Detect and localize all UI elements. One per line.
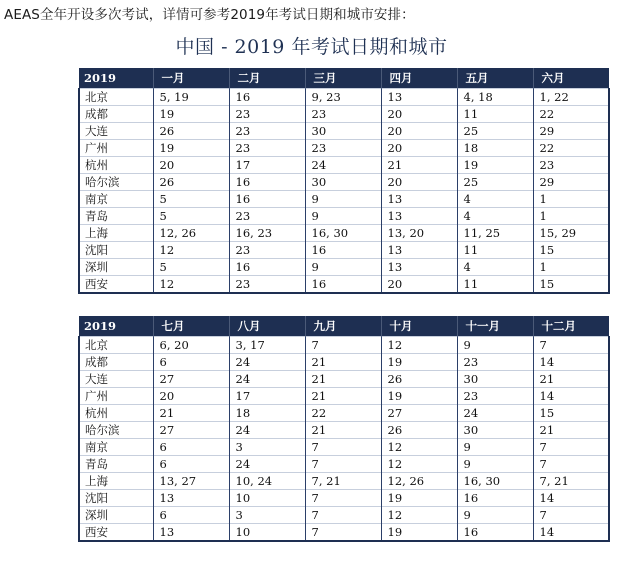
month-header: 二月 bbox=[229, 68, 305, 89]
city-cell: 北京 bbox=[79, 89, 153, 106]
date-cell: 1 bbox=[533, 191, 609, 208]
date-cell: 23 bbox=[229, 208, 305, 225]
date-cell: 20 bbox=[381, 276, 457, 294]
city-cell: 上海 bbox=[79, 473, 153, 490]
date-cell: 25 bbox=[457, 174, 533, 191]
city-cell: 杭州 bbox=[79, 405, 153, 422]
date-cell: 15, 29 bbox=[533, 225, 609, 242]
date-cell: 21 bbox=[533, 371, 609, 388]
schedule-table-jan-jun bbox=[78, 68, 610, 294]
month-header: 七月 bbox=[153, 316, 229, 337]
city-cell: 广州 bbox=[79, 388, 153, 405]
city-cell: 哈尔滨 bbox=[79, 422, 153, 439]
date-cell: 12 bbox=[381, 439, 457, 456]
date-cell: 22 bbox=[533, 106, 609, 123]
table-row bbox=[79, 106, 609, 123]
date-cell: 18 bbox=[457, 140, 533, 157]
table-row bbox=[79, 490, 609, 507]
date-cell: 10 bbox=[229, 524, 305, 542]
date-cell: 19 bbox=[153, 140, 229, 157]
date-cell: 24 bbox=[229, 371, 305, 388]
date-cell: 15 bbox=[533, 276, 609, 294]
date-cell: 1 bbox=[533, 208, 609, 225]
date-cell: 24 bbox=[457, 405, 533, 422]
date-cell: 7 bbox=[533, 507, 609, 524]
date-cell: 10 bbox=[229, 490, 305, 507]
date-cell: 7 bbox=[305, 490, 381, 507]
date-cell: 6, 20 bbox=[153, 337, 229, 354]
date-cell: 21 bbox=[533, 422, 609, 439]
date-cell: 12 bbox=[381, 507, 457, 524]
year-header: 2019 bbox=[79, 68, 153, 89]
date-cell: 7 bbox=[305, 337, 381, 354]
table-row bbox=[79, 388, 609, 405]
date-cell: 17 bbox=[229, 157, 305, 174]
month-header: 八月 bbox=[229, 316, 305, 337]
date-cell: 23 bbox=[457, 388, 533, 405]
date-cell: 14 bbox=[533, 388, 609, 405]
city-cell: 沈阳 bbox=[79, 490, 153, 507]
year-header: 2019 bbox=[79, 316, 153, 337]
date-cell: 5 bbox=[153, 191, 229, 208]
table-row bbox=[79, 157, 609, 174]
date-cell: 14 bbox=[533, 524, 609, 542]
date-cell: 26 bbox=[381, 422, 457, 439]
date-cell: 7 bbox=[305, 524, 381, 542]
table-row bbox=[79, 422, 609, 439]
date-cell: 7 bbox=[533, 439, 609, 456]
table-row bbox=[79, 259, 609, 276]
table-row bbox=[79, 507, 609, 524]
date-cell: 7, 21 bbox=[305, 473, 381, 490]
date-cell: 9 bbox=[457, 439, 533, 456]
date-cell: 24 bbox=[229, 422, 305, 439]
table-row bbox=[79, 456, 609, 473]
date-cell: 6 bbox=[153, 439, 229, 456]
date-cell: 29 bbox=[533, 123, 609, 140]
date-cell: 12, 26 bbox=[381, 473, 457, 490]
date-cell: 18 bbox=[229, 405, 305, 422]
date-cell: 27 bbox=[153, 371, 229, 388]
date-cell: 21 bbox=[305, 422, 381, 439]
date-cell: 27 bbox=[153, 422, 229, 439]
month-header: 一月 bbox=[153, 68, 229, 89]
date-cell: 3 bbox=[229, 439, 305, 456]
date-cell: 30 bbox=[457, 371, 533, 388]
date-cell: 26 bbox=[153, 174, 229, 191]
date-cell: 16 bbox=[229, 89, 305, 106]
date-cell: 17 bbox=[229, 388, 305, 405]
date-cell: 21 bbox=[153, 405, 229, 422]
date-cell: 13 bbox=[381, 242, 457, 259]
date-cell: 23 bbox=[229, 276, 305, 294]
date-cell: 16 bbox=[305, 242, 381, 259]
date-cell: 7 bbox=[305, 439, 381, 456]
city-cell: 北京 bbox=[79, 337, 153, 354]
date-cell: 16 bbox=[457, 490, 533, 507]
date-cell: 20 bbox=[381, 106, 457, 123]
date-cell: 5 bbox=[153, 259, 229, 276]
date-cell: 7, 21 bbox=[533, 473, 609, 490]
date-cell: 3 bbox=[229, 507, 305, 524]
date-cell: 23 bbox=[229, 123, 305, 140]
month-header: 九月 bbox=[305, 316, 381, 337]
date-cell: 1, 22 bbox=[533, 89, 609, 106]
city-cell: 南京 bbox=[79, 191, 153, 208]
date-cell: 30 bbox=[305, 174, 381, 191]
date-cell: 16, 30 bbox=[305, 225, 381, 242]
date-cell: 20 bbox=[381, 140, 457, 157]
date-cell: 4, 18 bbox=[457, 89, 533, 106]
city-cell: 青岛 bbox=[79, 456, 153, 473]
city-cell: 杭州 bbox=[79, 157, 153, 174]
date-cell: 10, 24 bbox=[229, 473, 305, 490]
date-cell: 23 bbox=[229, 242, 305, 259]
city-cell: 青岛 bbox=[79, 208, 153, 225]
date-cell: 25 bbox=[457, 123, 533, 140]
date-cell: 11 bbox=[457, 242, 533, 259]
date-cell: 23 bbox=[305, 106, 381, 123]
date-cell: 12 bbox=[381, 337, 457, 354]
city-cell: 深圳 bbox=[79, 259, 153, 276]
table-row bbox=[79, 140, 609, 157]
city-cell: 大连 bbox=[79, 371, 153, 388]
schedule-table-jul-dec bbox=[78, 316, 610, 542]
date-cell: 6 bbox=[153, 456, 229, 473]
table-row bbox=[79, 242, 609, 259]
date-cell: 26 bbox=[153, 123, 229, 140]
date-cell: 9 bbox=[305, 191, 381, 208]
table-header-row bbox=[79, 68, 609, 89]
date-cell: 20 bbox=[153, 157, 229, 174]
date-cell: 19 bbox=[381, 388, 457, 405]
date-cell: 19 bbox=[381, 524, 457, 542]
date-cell: 12, 26 bbox=[153, 225, 229, 242]
date-cell: 23 bbox=[305, 140, 381, 157]
month-header: 五月 bbox=[457, 68, 533, 89]
date-cell: 4 bbox=[457, 259, 533, 276]
date-cell: 12 bbox=[381, 456, 457, 473]
date-cell: 20 bbox=[153, 388, 229, 405]
date-cell: 7 bbox=[533, 337, 609, 354]
date-cell: 11 bbox=[457, 106, 533, 123]
date-cell: 19 bbox=[153, 106, 229, 123]
date-cell: 22 bbox=[305, 405, 381, 422]
date-cell: 16 bbox=[229, 259, 305, 276]
date-cell: 13, 20 bbox=[381, 225, 457, 242]
city-cell: 大连 bbox=[79, 123, 153, 140]
city-cell: 成都 bbox=[79, 354, 153, 371]
date-cell: 20 bbox=[381, 174, 457, 191]
date-cell: 14 bbox=[533, 354, 609, 371]
month-header: 四月 bbox=[381, 68, 457, 89]
date-cell: 23 bbox=[229, 140, 305, 157]
date-cell: 6 bbox=[153, 354, 229, 371]
date-cell: 16, 30 bbox=[457, 473, 533, 490]
table-header-row bbox=[79, 316, 609, 337]
date-cell: 12 bbox=[153, 242, 229, 259]
date-cell: 13 bbox=[381, 191, 457, 208]
month-header: 十一月 bbox=[457, 316, 533, 337]
table-row bbox=[79, 174, 609, 191]
date-cell: 16 bbox=[229, 174, 305, 191]
date-cell: 9 bbox=[457, 337, 533, 354]
date-cell: 6 bbox=[153, 507, 229, 524]
intro-text: AEAS全年开设多次考试，详情可参考2019年考试日期和城市安排： bbox=[4, 7, 415, 23]
city-cell: 西安 bbox=[79, 524, 153, 542]
date-cell: 13, 27 bbox=[153, 473, 229, 490]
date-cell: 15 bbox=[533, 242, 609, 259]
date-cell: 13 bbox=[153, 524, 229, 542]
table-row bbox=[79, 439, 609, 456]
table-row bbox=[79, 405, 609, 422]
city-cell: 深圳 bbox=[79, 507, 153, 524]
table-row bbox=[79, 225, 609, 242]
date-cell: 13 bbox=[153, 490, 229, 507]
date-cell: 9 bbox=[457, 507, 533, 524]
date-cell: 19 bbox=[381, 490, 457, 507]
date-cell: 3, 17 bbox=[229, 337, 305, 354]
date-cell: 22 bbox=[533, 140, 609, 157]
date-cell: 7 bbox=[305, 456, 381, 473]
city-cell: 南京 bbox=[79, 439, 153, 456]
date-cell: 21 bbox=[381, 157, 457, 174]
date-cell: 14 bbox=[533, 490, 609, 507]
date-cell: 13 bbox=[381, 89, 457, 106]
date-cell: 9 bbox=[305, 259, 381, 276]
date-cell: 26 bbox=[381, 371, 457, 388]
city-cell: 哈尔滨 bbox=[79, 174, 153, 191]
date-cell: 5 bbox=[153, 208, 229, 225]
date-cell: 16 bbox=[305, 276, 381, 294]
table-row bbox=[79, 524, 609, 542]
date-cell: 16, 23 bbox=[229, 225, 305, 242]
date-cell: 12 bbox=[153, 276, 229, 294]
date-cell: 13 bbox=[381, 259, 457, 276]
date-cell: 16 bbox=[229, 191, 305, 208]
date-cell: 21 bbox=[305, 354, 381, 371]
date-cell: 11 bbox=[457, 276, 533, 294]
date-cell: 4 bbox=[457, 208, 533, 225]
date-cell: 4 bbox=[457, 191, 533, 208]
date-cell: 20 bbox=[381, 123, 457, 140]
date-cell: 21 bbox=[305, 388, 381, 405]
date-cell: 23 bbox=[533, 157, 609, 174]
table-row bbox=[79, 354, 609, 371]
table-row bbox=[79, 371, 609, 388]
date-cell: 15 bbox=[533, 405, 609, 422]
month-header: 六月 bbox=[533, 68, 609, 89]
table-row bbox=[79, 473, 609, 490]
city-cell: 成都 bbox=[79, 106, 153, 123]
month-header: 三月 bbox=[305, 68, 381, 89]
table-row bbox=[79, 276, 609, 294]
date-cell: 11, 25 bbox=[457, 225, 533, 242]
date-cell: 19 bbox=[457, 157, 533, 174]
city-cell: 广州 bbox=[79, 140, 153, 157]
month-header: 十二月 bbox=[533, 316, 609, 337]
date-cell: 9, 23 bbox=[305, 89, 381, 106]
date-cell: 9 bbox=[457, 456, 533, 473]
date-cell: 23 bbox=[229, 106, 305, 123]
city-cell: 上海 bbox=[79, 225, 153, 242]
table-row bbox=[79, 191, 609, 208]
month-header: 十月 bbox=[381, 316, 457, 337]
date-cell: 7 bbox=[305, 507, 381, 524]
date-cell: 30 bbox=[457, 422, 533, 439]
date-cell: 21 bbox=[305, 371, 381, 388]
date-cell: 16 bbox=[457, 524, 533, 542]
city-cell: 西安 bbox=[79, 276, 153, 294]
date-cell: 24 bbox=[229, 354, 305, 371]
table-row bbox=[79, 123, 609, 140]
date-cell: 7 bbox=[533, 456, 609, 473]
date-cell: 30 bbox=[305, 123, 381, 140]
date-cell: 1 bbox=[533, 259, 609, 276]
date-cell: 19 bbox=[381, 354, 457, 371]
table-row bbox=[79, 89, 609, 106]
date-cell: 27 bbox=[381, 405, 457, 422]
date-cell: 24 bbox=[229, 456, 305, 473]
date-cell: 24 bbox=[305, 157, 381, 174]
table-row bbox=[79, 337, 609, 354]
schedule-title: 中国 - 2019 年考试日期和城市 bbox=[175, 36, 448, 58]
city-cell: 沈阳 bbox=[79, 242, 153, 259]
date-cell: 5, 19 bbox=[153, 89, 229, 106]
date-cell: 23 bbox=[457, 354, 533, 371]
date-cell: 9 bbox=[305, 208, 381, 225]
table-row bbox=[79, 208, 609, 225]
date-cell: 29 bbox=[533, 174, 609, 191]
date-cell: 13 bbox=[381, 208, 457, 225]
